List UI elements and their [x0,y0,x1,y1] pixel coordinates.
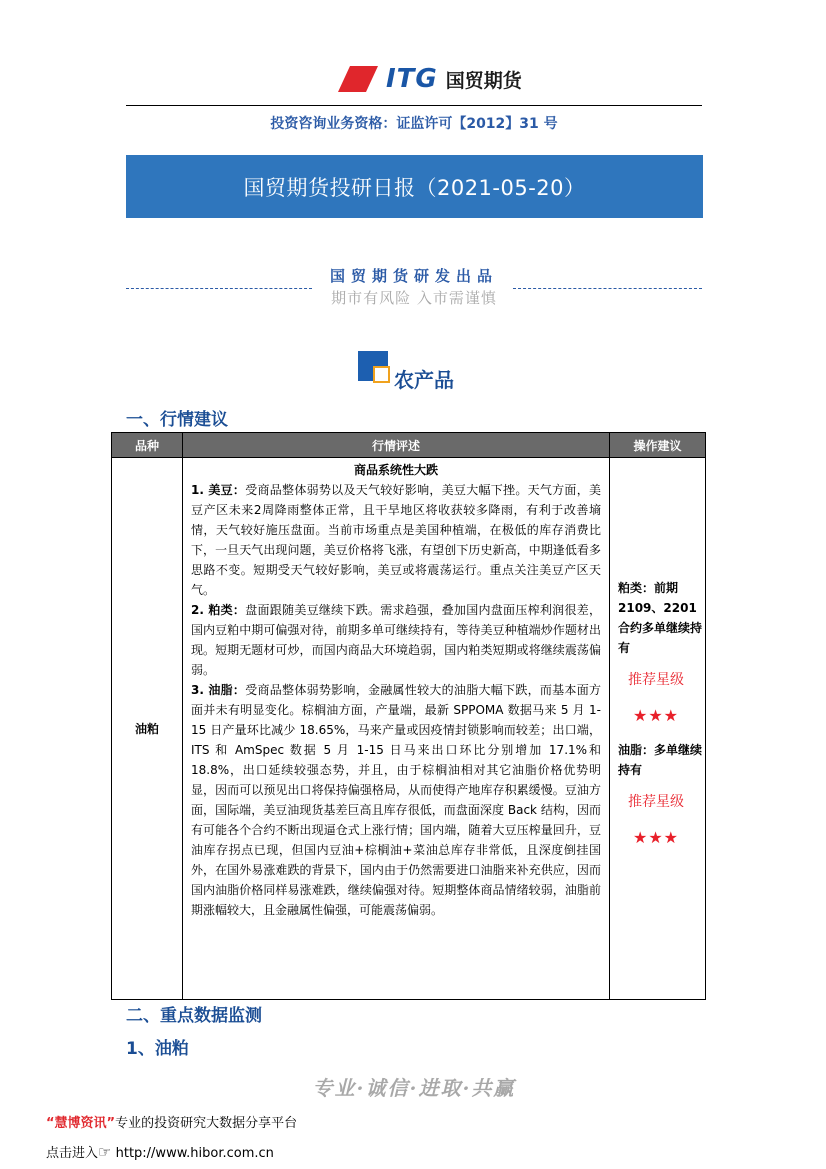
logo-company-name: 国贸期货 [445,69,522,92]
header-advice: 操作建议 [610,433,706,458]
hibor-banner [46,1112,297,1131]
qualification-text: 投资咨询业务资格：证监许可【2012】31 号 [270,116,558,132]
advice-oil-text: 油脂：多单继续持有 [618,743,703,777]
header-variety: 品种 [112,433,183,458]
hibor-slogan: 专业的投资研究大数据分享平台 [115,1116,298,1131]
header-divider [126,105,702,106]
comment-point-meal: 2. 粕类：盘面跟随美豆继续下跌。需求趋强，叠加国内盘面压榨利润很差，国内豆粕中期可偏强对待，前期多单可继续持有，等待美豆种植端炒作题材出现。短期无题材可炒，而国内商品大环境趋弱，国内粕类短期或将继续震荡偏弱。 [191,603,601,677]
section-square-icon [358,351,392,385]
comment-point-oil: 3. 油脂：受商品整体弱势影响，金融属性较大的油脂大幅下跌，而基本面方面并未有明显变化。棕榈油方面，产量端，最新 SPPOMA 数据马来 5 月 1-15 日产量环比减少 18.65%，马来产量或因疫情封锁影响而较差；出口端，ITS 和 AmSpec 数据 5 月 1-15 日马来出口环比分别增加 17.1%和 18.8%，出口延续较强态势，并且，由于棕榈油相对其它油脂价格优势明显，因而可以预见出口将保持偏强格局，从而使得产地库存积累缓慢。豆油方面，国际端，美豆油现货基差巨高且库存很低，而盘面深度 Back 结构，因而有可能各个合约不断出现逼仓式上涨行情；国内端，随着大豆压榨量回升，豆油库存拐点已现，但国内豆油+棕榈油+菜油总库存非常低，且深度倒挂国外，在国外易涨难跌的背景下，国内由于仍然需要进口油脂来补充供应，因而国内油脂价格同样易涨难跌，继续偏强对待。短期整体商品情绪较弱，油脂前期涨幅较大，且金融属性偏强，可能震荡偏弱。 [191,683,601,917]
advice-cell [610,458,706,1000]
risk-notice: 期市有风险 入市需谨慎 [331,289,497,307]
market-advice-table [111,432,706,1000]
click-enter-text: 点击进入 [46,1146,99,1161]
heading-market-advice: 一、行情建议 [126,410,228,430]
header-comment: 行情评述 [183,433,610,458]
footer-motto: 专业·诚信·进取·共赢 [312,1076,516,1100]
logo-itg-text: ITG [386,64,438,94]
table-header-row [112,433,706,458]
variety-cell: 油粕 [112,458,183,1000]
rating-stars-meal: ★★★ [632,706,680,725]
logo-slash-icon [338,64,384,94]
advice-meal-text: 粕类：前期 2109、2201 合约多单继续持有 [618,581,703,655]
comment-title: 商品系统性大跌 [353,463,438,477]
pointing-hand-icon: ☞ [98,1143,112,1161]
hibor-link-line [46,1142,274,1161]
producer-text: 国贸期货研发出品 [329,267,498,285]
hibor-brand: “慧博资讯” [46,1116,116,1131]
rating-stars-oil: ★★★ [632,828,680,847]
table-row [112,458,706,1000]
rating-label-meal: 推荐星级 [628,672,684,688]
hibor-link[interactable]: http://www.hibor.com.cn [115,1146,274,1161]
report-title-banner [126,155,703,218]
section-name: 农产品 [394,368,454,392]
comment-point-soybean: 1. 美豆：受商品整体弱势以及天气较好影响，美豆大幅下挫。天气方面，美豆产区未来2周降雨整体正常，且干旱地区将收获较多降雨，有利于改善墒情，天气较好施压盘面。当前市场重点是美国种植端，在极低的库存消费比下，一旦天气出现问题，美豆价格将飞涨，有望创下历史新高，中期逢低看多思路不变。短期受天气较好影响，美豆或将震荡运行。重点关注美豆产区天气。 [191,483,601,597]
rating-label-oil: 推荐星级 [628,794,684,810]
heading-oil-meal: 1、油粕 [126,1039,189,1059]
heading-data-monitoring: 二、重点数据监测 [126,1006,262,1026]
comment-cell [183,458,610,1000]
company-logo [338,62,522,96]
report-title: 国贸期货投研日报（2021-05-20） [243,175,586,200]
